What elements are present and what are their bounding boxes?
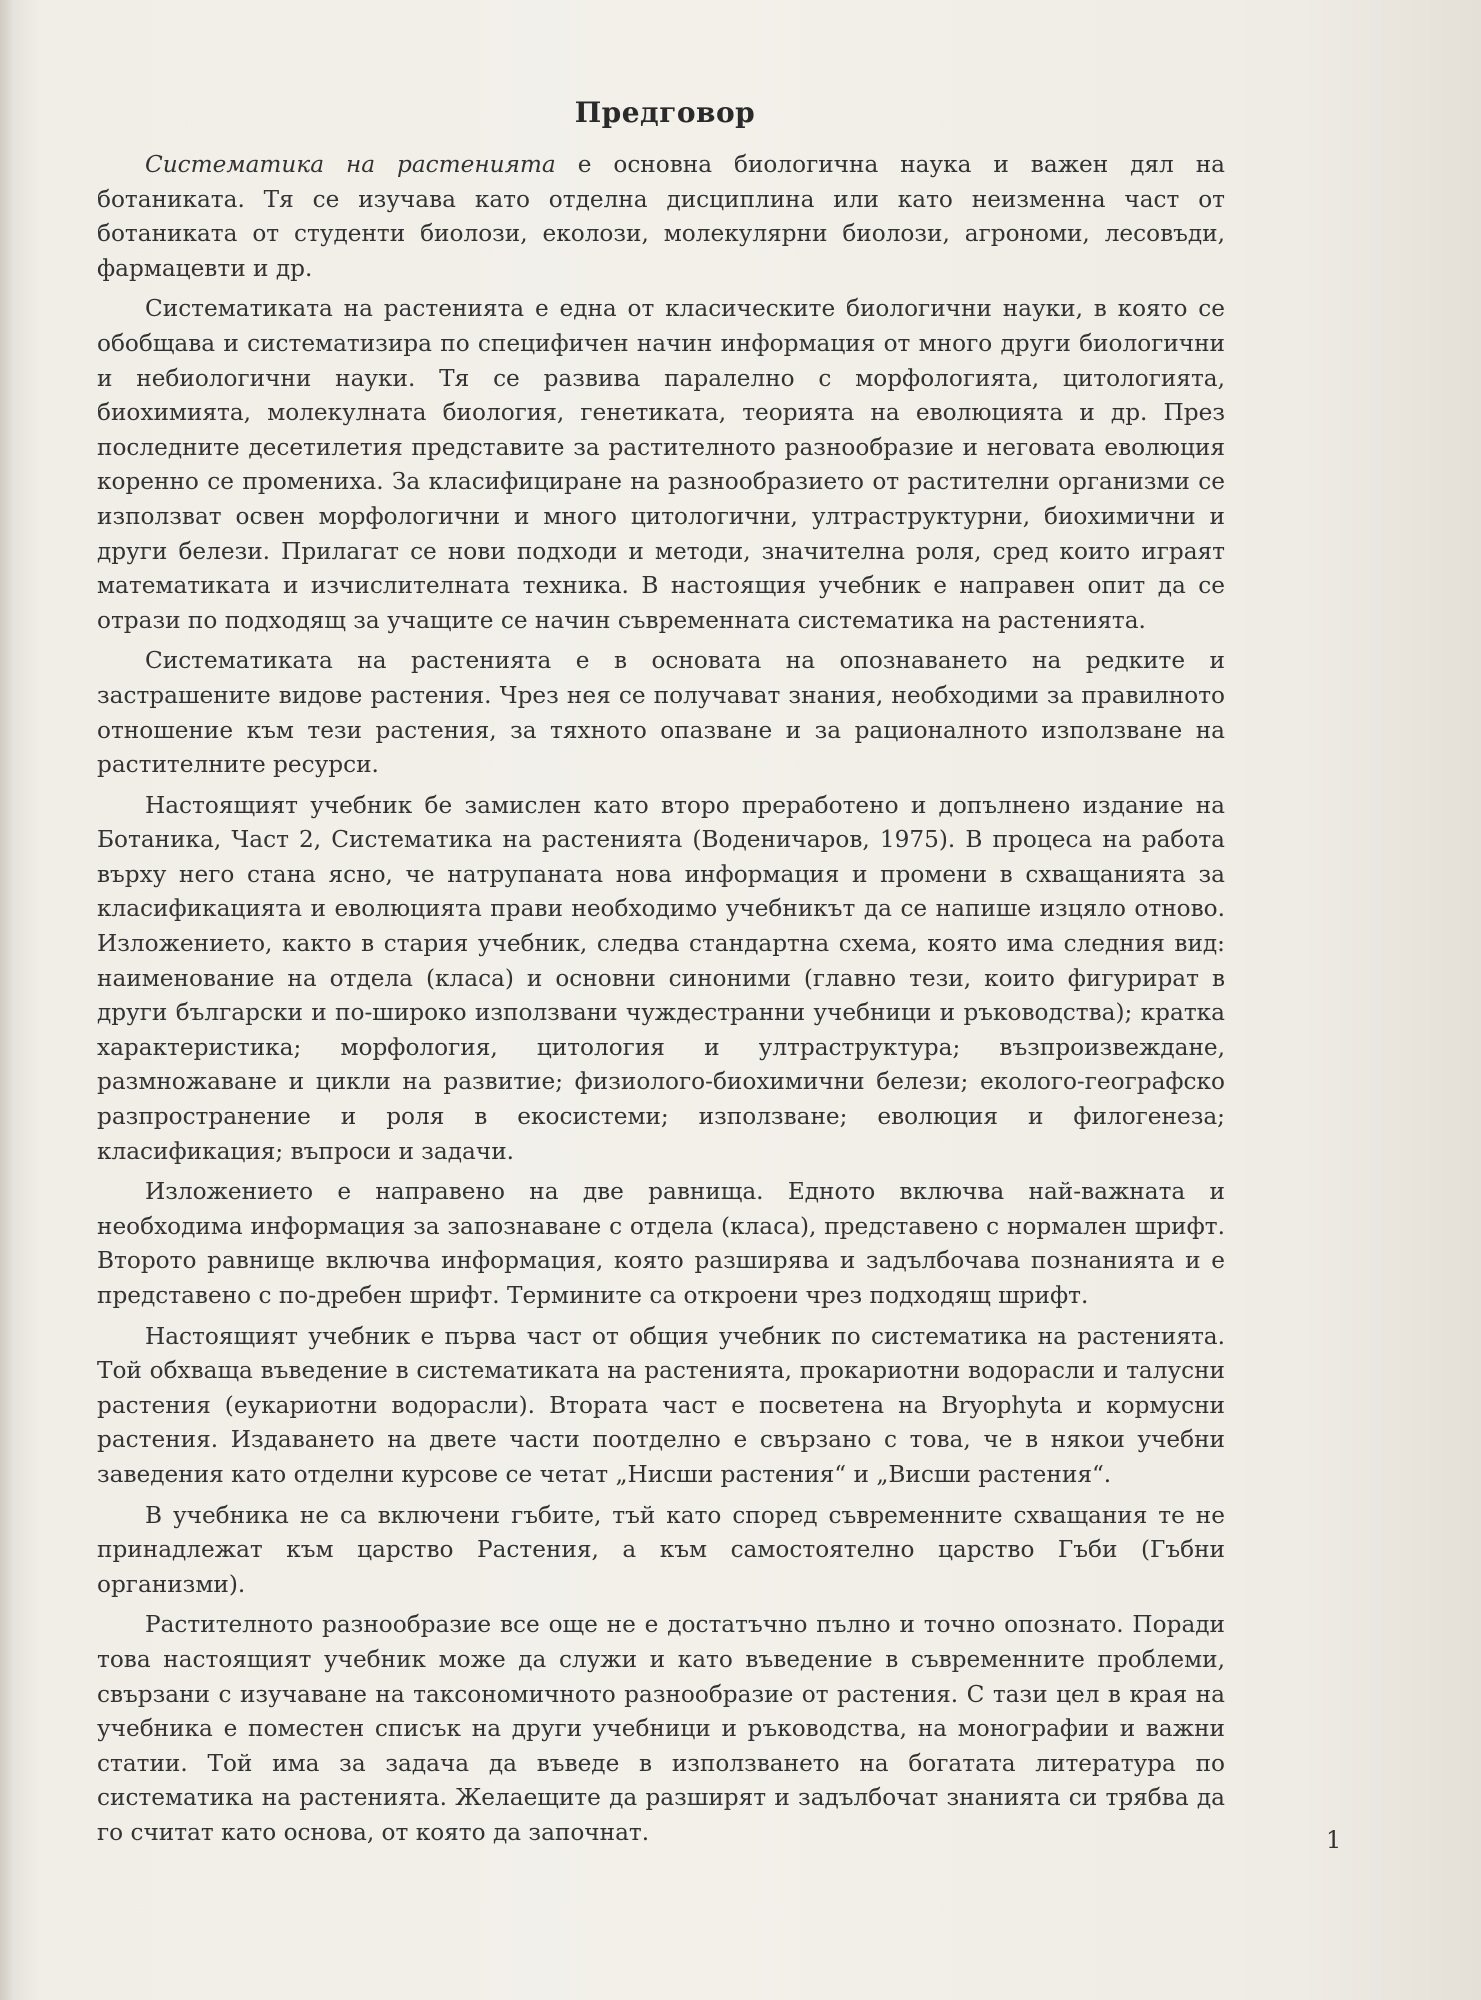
paragraph-4: Настоящият учебник бе замислен като второ преработено и допълнено издание на Ботаника, Част 2, Систематика на растенията (Воденичаров, 1975). В процеса на работа върху него стана ясно, че натрупаната нова информация и промени в схващанията за класификацията и еволюцията прави необходимо учебникът да се напише изцяло отново. Изложението, както в стария учебник, следва стандартна схема, която има следния вид: наименование на отдела (класа) и основни синоними (главно тези, които фигурират в други български и по-широко използвани чуждестранни учебници и ръководства); кратка характеристика; морфология, цитология и ултраструктура; възпроизвеждане, размножаване и цикли на развитие; физиолого-биохимични белези; еколого-географско разпространение и роля в екосистеми; използване; еволюция и филогенеза; класификация; въпроси и задачи. bbox=[97, 791, 1225, 1165]
paragraph-8: Растителното разнообразие все още не е достатъчно пълно и точно опознато. Поради това настоящият учебник може да служи и като въведение в съвременните проблеми, свързани с изучаване на таксономичното разнообразие от растения. С тази цел в края на учебника е поместен списък на други учебници и ръководства, на монографии и важни статии. Той има за задача да въведе в използването на богатата литература по систематика на растенията. Желаещите да разширят и задълбочат знанията си трябва да го считат като основа, от която да започнат. bbox=[97, 1611, 1225, 1846]
paragraph-2: Систематиката на растенията е една от класическите биологични науки, в която се обобщава и систематизира по специфичен начин информация от много други биологични и небиологични науки. Тя се развива паралелно с морфологията, цитологията, биохимията, молекулната биология, генетиката, теорията на еволюцията и др. През последните десетилетия представите за растителното разнообразие и неговата еволюция коренно се промениха. За класифициране на разнообразието от растителни организми се използват освен морфологични и много цитологични, ултраструктурни, биохимични и други белези. Прилагат се нови подходи и методи, значителна роля, сред които играят математиката и изчислителната техника. В настоящия учебник е направен опит да се отрази по подходящ за учащите се начин съвременната систематика на растенията. bbox=[97, 295, 1225, 634]
paragraph-5: Изложението е направено на две равнища. Едното включва най-важната и необходима информация за запознаване с отдела (класа), представено с нормален шрифт. Второто равнище включва информация, която разширява и задълбочава познанията и е представено с по-дребен шрифт. Термините са откроени чрез подходящ шрифт. bbox=[97, 1178, 1225, 1309]
paragraph-1-italic-lead: Систематика на растенията bbox=[145, 151, 556, 178]
paragraph-1 bbox=[97, 148, 1225, 286]
paragraph-3: Систематиката на растенията е в основата на опознаването на редките и застрашените видове растения. Чрез нея се получават знания, необходими за правилното отношение към тези растения, за тяхното опазване и за рационалното използване на растителните ресурси. bbox=[97, 647, 1225, 779]
preface-body bbox=[97, 148, 1225, 1857]
page-title: Предговор bbox=[574, 96, 756, 129]
paragraph-1-text: е основна биологична наука и важен дял на ботаниката. Тя се изучава като отделна дисциплина или като неизменна част от ботаниката от студенти биолози, еколози, молекулярни биолози, агрономи, лесовъди, фармацевти и др. bbox=[97, 151, 1226, 282]
page-number: 1 bbox=[1326, 1826, 1342, 1854]
paragraph-7: В учебника не са включени гъбите, тъй като според съвременните схващания те не принадлежат към царство Растения, а към самостоятелно царство Гъби (Гъбни организми). bbox=[97, 1501, 1225, 1598]
paragraph-6: Настоящият учебник е първа част от общия учебник по систематика на растенията. Той обхваща въведение в систематиката на растенията, прокариотни водорасли и талусни растения (еукариотни водорасли). Втората част е посветена на Bryophyta и кормусни растения. Издаването на двете части поотделно е свързано с това, че в някои учебни заведения като отделни курсове се четат „Нисши растения“ и „Висши растения“. bbox=[97, 1322, 1225, 1488]
